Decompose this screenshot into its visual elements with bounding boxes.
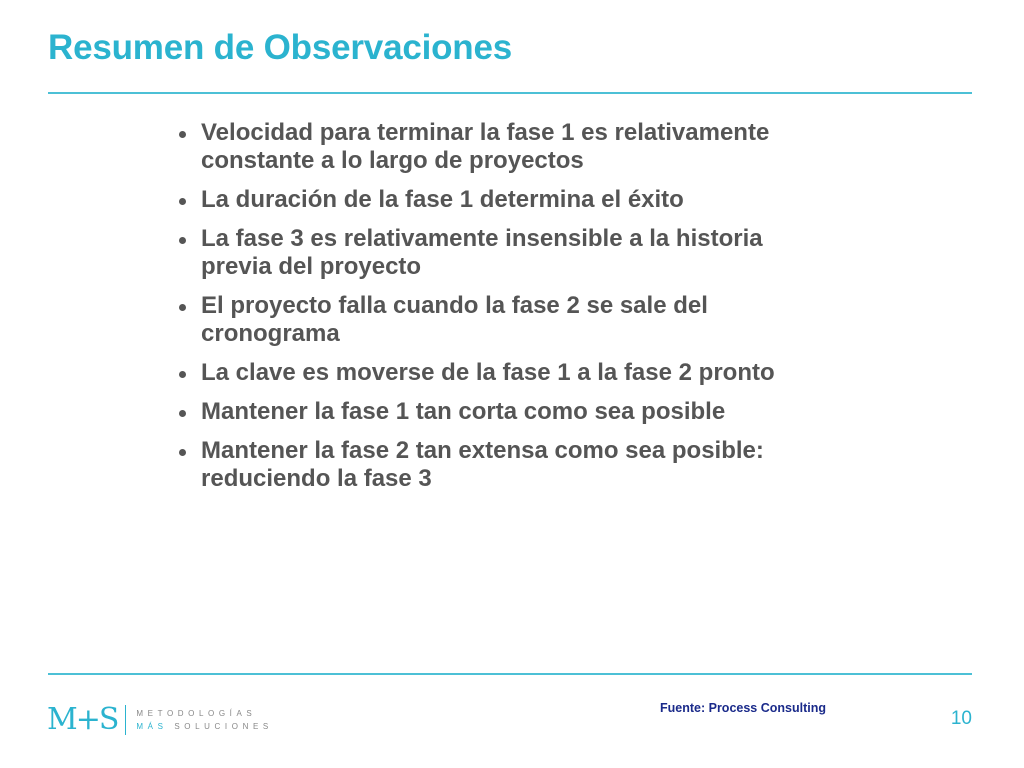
bullet-text: Velocidad para terminar la fase 1 es relativamente constante a lo largo de proyectos [201,119,770,174]
logo-line-2-rest: SOLUCIONES [174,722,273,731]
top-divider [48,92,972,94]
bullet-dot-icon [179,198,186,205]
bullet-item [176,437,826,493]
page-number: 10 [950,708,972,729]
bullet-item [176,186,826,214]
bullet-dot-icon [179,304,186,311]
bullet-dot-icon [179,237,186,244]
bullet-list [176,119,826,504]
logo-wordmark [136,707,272,733]
slide-title: Resumen de Observaciones [48,28,513,67]
bullet-dot-icon [179,410,186,417]
logo-line-2 [136,720,272,733]
company-logo [47,700,273,740]
bullet-item [176,398,826,426]
source-note: Fuente: Process Consulting [660,701,826,715]
logo-line-1: METODOLOGÍAS [136,709,257,718]
bullet-text: Mantener la fase 1 tan corta como sea posible [201,398,726,425]
bullet-text: Mantener la fase 2 tan extensa como sea posible: reduciendo la fase 3 [201,437,764,492]
bullet-text: La fase 3 es relativamente insensible a la historia previa del proyecto [201,225,763,280]
bullet-text: La clave es moverse de la fase 1 a la fase 2 pronto [201,359,775,386]
bullet-item [176,359,826,387]
logo-separator [125,705,126,735]
bottom-divider [48,673,972,675]
bullet-item [176,225,826,281]
bullet-item [176,119,826,175]
bullet-text: El proyecto falla cuando la fase 2 se sale del cronograma [201,292,708,347]
bullet-dot-icon [179,449,186,456]
bullet-item [176,292,826,348]
bullet-text: La duración de la fase 1 determina el éxito [201,186,684,213]
logo-line-2-accent: MÁS [136,722,168,731]
bullet-dot-icon [179,131,186,138]
bullet-dot-icon [179,371,186,378]
logo-mark: M+S [47,702,118,737]
